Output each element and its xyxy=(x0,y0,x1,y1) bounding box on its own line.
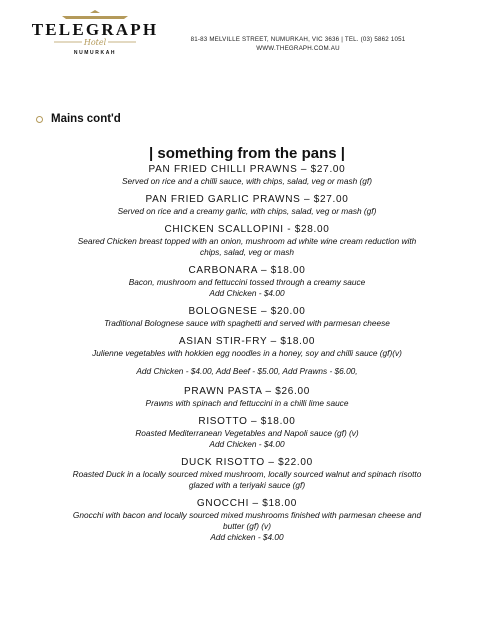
logo-town: NUMURKAH xyxy=(73,50,117,56)
menu-item-description: Served on rice and a creamy garlic, with chips, salad, veg or mash (gf) xyxy=(117,206,377,216)
menu-item-name: BOLOGNESE – $20.00 xyxy=(188,306,306,317)
menu-item-name: RISOTTO – $18.00 xyxy=(198,416,296,427)
menu-item-description: Roasted Mediterranean Vegetables and Napoli sauce (gf) (v) xyxy=(135,428,359,438)
section-header xyxy=(36,113,121,125)
contact-details xyxy=(183,36,413,53)
logo-gold-banner xyxy=(62,16,128,19)
menu-item-name: ASIAN STIR-FRY – $18.00 xyxy=(178,336,316,347)
address-text: 81-83 MELVILLE STREET, NUMURKAH, VIC 3636 | TEL. (03) 5862 1051 xyxy=(190,36,406,43)
menu-heading: | something from the pans | xyxy=(149,145,345,162)
telegraph-hotel-logo xyxy=(31,10,159,58)
menu-item-addon: Add Chicken - $4.00 xyxy=(209,288,285,298)
menu-item-chilli-prawns xyxy=(10,164,484,187)
logo-script: Hotel xyxy=(83,38,107,47)
menu-item-description: Roasted Duck in a locally sourced mixed mushroom, locally sourced walnut and spinach risotto xyxy=(72,469,422,479)
menu-item-name: DUCK RISOTTO – $22.00 xyxy=(181,457,313,468)
menu-item-chicken-scallopini xyxy=(10,224,484,258)
circle-bullet-icon xyxy=(36,116,43,123)
logo-graphic xyxy=(31,10,159,58)
menu-item-duck-risotto xyxy=(10,457,484,491)
menu-item-prawn-pasta xyxy=(10,386,484,409)
menu-item-description: glazed with a teriyaki sauce (gf) xyxy=(188,480,306,490)
menu-item-name: PRAWN PASTA – $26.00 xyxy=(183,386,311,397)
menu-list xyxy=(10,145,484,550)
menu-item-description: chips, salad, veg or mash xyxy=(199,247,295,257)
website-text: WWW.THEGRAPH.COM.AU xyxy=(256,44,340,52)
menu-item-addon: Add chicken - $4.00 xyxy=(210,532,284,542)
logo-name: TELEGRAPH xyxy=(31,20,159,39)
menu-item-name: PAN FRIED GARLIC PRAWNS – $27.00 xyxy=(145,194,349,205)
section-title: Mains cont'd xyxy=(51,113,121,125)
menu-item-bolognese xyxy=(10,306,484,329)
menu-item-gnocchi xyxy=(10,498,484,543)
menu-item-description: Traditional Bolognese sauce with spaghetti and served with parmesan cheese xyxy=(104,318,390,328)
menu-extras-note: Add Chicken - $4.00, Add Beef - $5.00, Add Prawns - $6.00, xyxy=(136,366,358,376)
menu-item-garlic-prawns xyxy=(10,194,484,217)
menu-item-description: Seared Chicken breast topped with an onion, mushroom ad white wine cream reduction with xyxy=(77,236,417,246)
menu-item-description: Served on rice and a chilli sauce, with chips, salad, veg or mash (gf) xyxy=(122,176,372,186)
menu-item-name: GNOCCHI – $18.00 xyxy=(196,498,298,509)
menu-item-name: PAN FRIED CHILLI PRAWNS – $27.00 xyxy=(148,164,346,175)
menu-item-risotto xyxy=(10,416,484,450)
menu-item-description: Bacon, mushroom and fettuccini tossed through a creamy sauce xyxy=(128,277,366,287)
menu-item-asian-stir-fry xyxy=(10,336,484,359)
menu-item-description: Prawns with spinach and fettuccini in a chilli lime sauce xyxy=(145,398,349,408)
menu-item-name: CHICKEN SCALLOPINI - $28.00 xyxy=(164,224,330,235)
menu-item-description: Julienne vegetables with hokkien egg noodles in a honey, soy and chilli sauce (gf)(v) xyxy=(92,348,402,358)
menu-item-description: butter (gf) (v) xyxy=(223,521,271,531)
menu-item-description: Gnocchi with bacon and locally sourced mixed mushrooms finished with parmesan cheese and xyxy=(72,510,422,520)
menu-item-addon: Add Chicken - $4.00 xyxy=(209,439,285,449)
logo-crown-icon xyxy=(90,10,100,13)
menu-item-carbonara xyxy=(10,265,484,299)
menu-item-name: CARBONARA – $18.00 xyxy=(188,265,306,276)
